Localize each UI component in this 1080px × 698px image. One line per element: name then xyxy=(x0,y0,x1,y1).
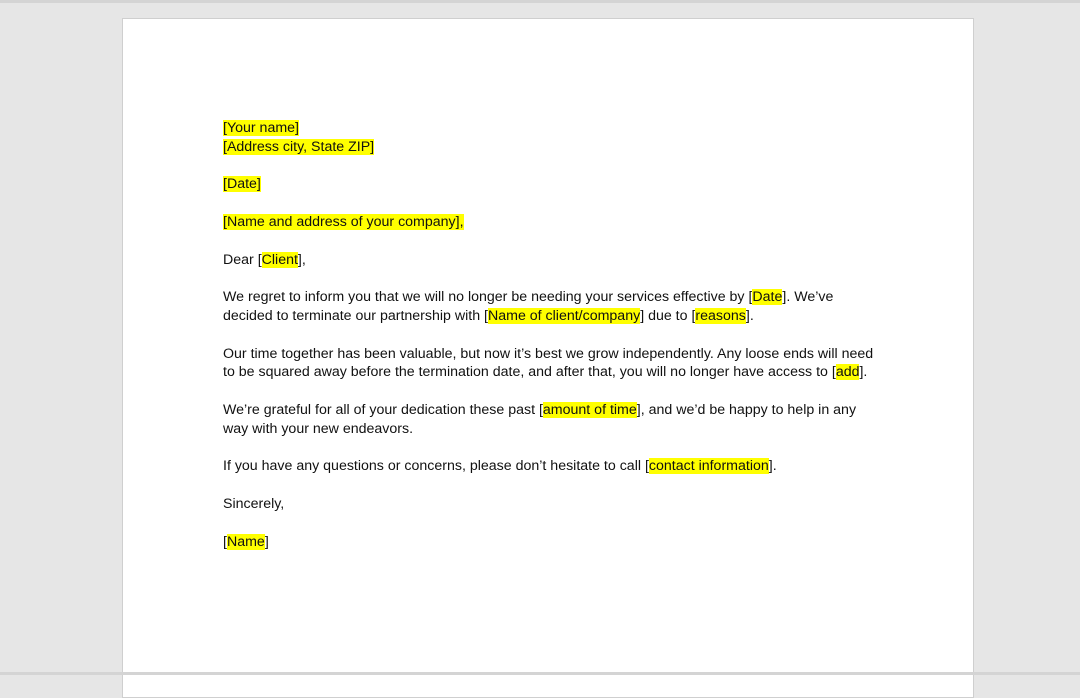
para3-line2 xyxy=(223,420,888,439)
para1-line1-text-a: We regret to inform you that we will no longer be needing your services effective by [ xyxy=(223,289,753,306)
para2-line2-text-b: ]. xyxy=(859,364,868,381)
para2-line1 xyxy=(223,345,888,364)
para4-text-a: If you have any questions or concerns, please don’t hesitate to call [ xyxy=(223,458,649,475)
signature-suffix: ] xyxy=(264,533,269,550)
para2-line2 xyxy=(223,363,888,382)
para1-line2-text-b: ] due to [ xyxy=(640,307,696,324)
para1-line1-text-b: ]. We’ve xyxy=(782,289,834,306)
sender-name-line xyxy=(223,119,888,138)
para3-line2-text: way with your new endeavors. xyxy=(223,420,414,437)
contact-information-placeholder: contact information xyxy=(648,458,769,475)
blank-line xyxy=(223,194,888,213)
blank-line xyxy=(223,382,888,401)
amount-of-time-placeholder: amount of time xyxy=(542,401,637,418)
para3-line1-text-b: ], and we’d be happy to help in any xyxy=(636,401,857,418)
blank-line xyxy=(223,514,888,533)
para1-line2 xyxy=(223,307,888,326)
blank-line xyxy=(223,232,888,251)
company-line xyxy=(223,213,888,232)
para1-line1 xyxy=(223,288,888,307)
window-top-edge xyxy=(0,0,1080,3)
letter-body xyxy=(223,119,888,551)
para2-line1-text: Our time together has been valuable, but now it’s best we grow independently. Any loose ends will need xyxy=(223,345,874,362)
date-line xyxy=(223,175,888,194)
company-placeholder: [Name and address of your company], xyxy=(223,213,464,230)
sender-name-placeholder: [Your name] xyxy=(223,120,299,136)
client-company-placeholder: Name of client/company xyxy=(487,307,641,324)
sender-address-line xyxy=(223,138,888,157)
signature-line xyxy=(223,533,888,552)
signature-prefix: [ xyxy=(223,533,227,550)
closing-line xyxy=(223,495,888,514)
document-page[interactable] xyxy=(122,18,974,698)
effective-date-placeholder: Date xyxy=(752,289,783,306)
para3-line1-text-a: We’re grateful for all of your dedication these past [ xyxy=(223,401,543,418)
salutation-line xyxy=(223,251,888,270)
para3-line1 xyxy=(223,401,888,420)
reasons-placeholder: reasons xyxy=(695,307,746,324)
blank-line xyxy=(223,269,888,288)
access-placeholder: add xyxy=(835,364,860,381)
salutation-prefix: Dear [ xyxy=(223,251,262,268)
blank-line xyxy=(223,157,888,176)
para2-line2-text-a: to be squared away before the termination date, and after that, you will no longer have access to [ xyxy=(223,364,836,381)
blank-line xyxy=(223,326,888,345)
para1-line2-text-c: ]. xyxy=(745,307,754,324)
sender-address-placeholder: [Address city, State ZIP] xyxy=(223,138,375,155)
signature-name-placeholder: Name xyxy=(226,533,265,550)
client-placeholder: Client xyxy=(261,251,298,268)
blank-line xyxy=(223,476,888,495)
closing-text: Sincerely, xyxy=(223,495,285,512)
para4-line xyxy=(223,457,888,476)
blank-line xyxy=(223,439,888,458)
para4-text-b: ]. xyxy=(768,458,777,475)
salutation-suffix: ], xyxy=(297,251,306,268)
date-placeholder: [Date] xyxy=(223,176,261,193)
para1-line2-text-a: decided to terminate our partnership with [ xyxy=(223,307,488,324)
